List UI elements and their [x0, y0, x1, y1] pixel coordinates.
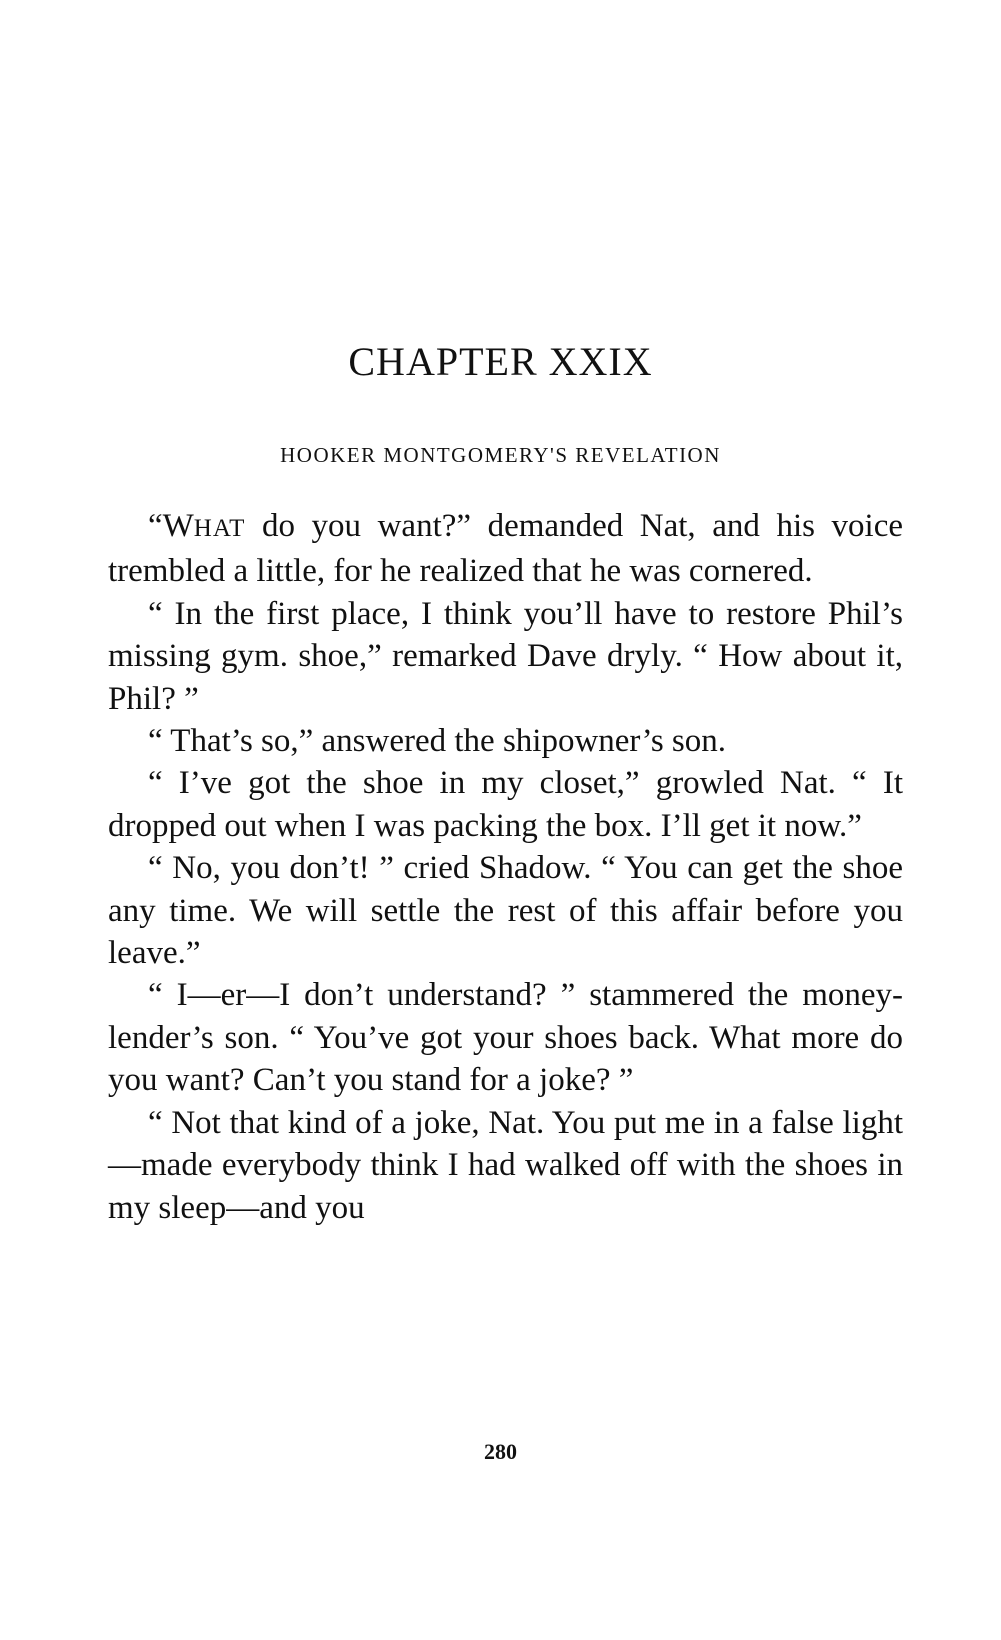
chapter-title: CHAPTER XXIX	[348, 339, 653, 384]
paragraph-text: do you want?” demanded Nat, and his voice trembled a little, for he realized that he was cornered.	[108, 508, 903, 590]
paragraph-5: “ No, you don’t! ” cried Shadow. “ You can get the shoe any time. We will settle the rest of this affair before you leave.”	[108, 850, 903, 972]
paragraph-7: “ Not that kind of a joke, Nat. You put me in a false light—made everybody think I had walked off with the shoes in my sleep—and you	[108, 1104, 903, 1226]
paragraph-6: “ I—er—I don’t understand? ” stammered the money-lender’s son. “ You’ve got your shoes back. What more do you want? Can’t you stand for a joke? ”	[108, 977, 903, 1099]
paragraph-4: “ I’ve got the shoe in my closet,” growled Nat. “ It dropped out when I was packing the box. I’ll get it now.”	[108, 765, 903, 844]
paragraph-3: “ That’s so,” answered the shipowner’s son.	[148, 723, 726, 760]
paragraph-1	[108, 505, 903, 593]
paragraph-2: “ In the first place, I think you’ll have to restore Phil’s missing gym. shoe,” remarked Dave dryly. “ How about it, Phil? ”	[108, 595, 903, 717]
page-number: 280	[484, 1439, 517, 1464]
paragraph-lead: “W	[148, 508, 194, 544]
paragraph-smallcaps: HAT	[193, 515, 246, 542]
chapter-body	[108, 505, 903, 1229]
chapter-subtitle: HOOKER MONTGOMERY'S REVELATION	[280, 443, 721, 467]
